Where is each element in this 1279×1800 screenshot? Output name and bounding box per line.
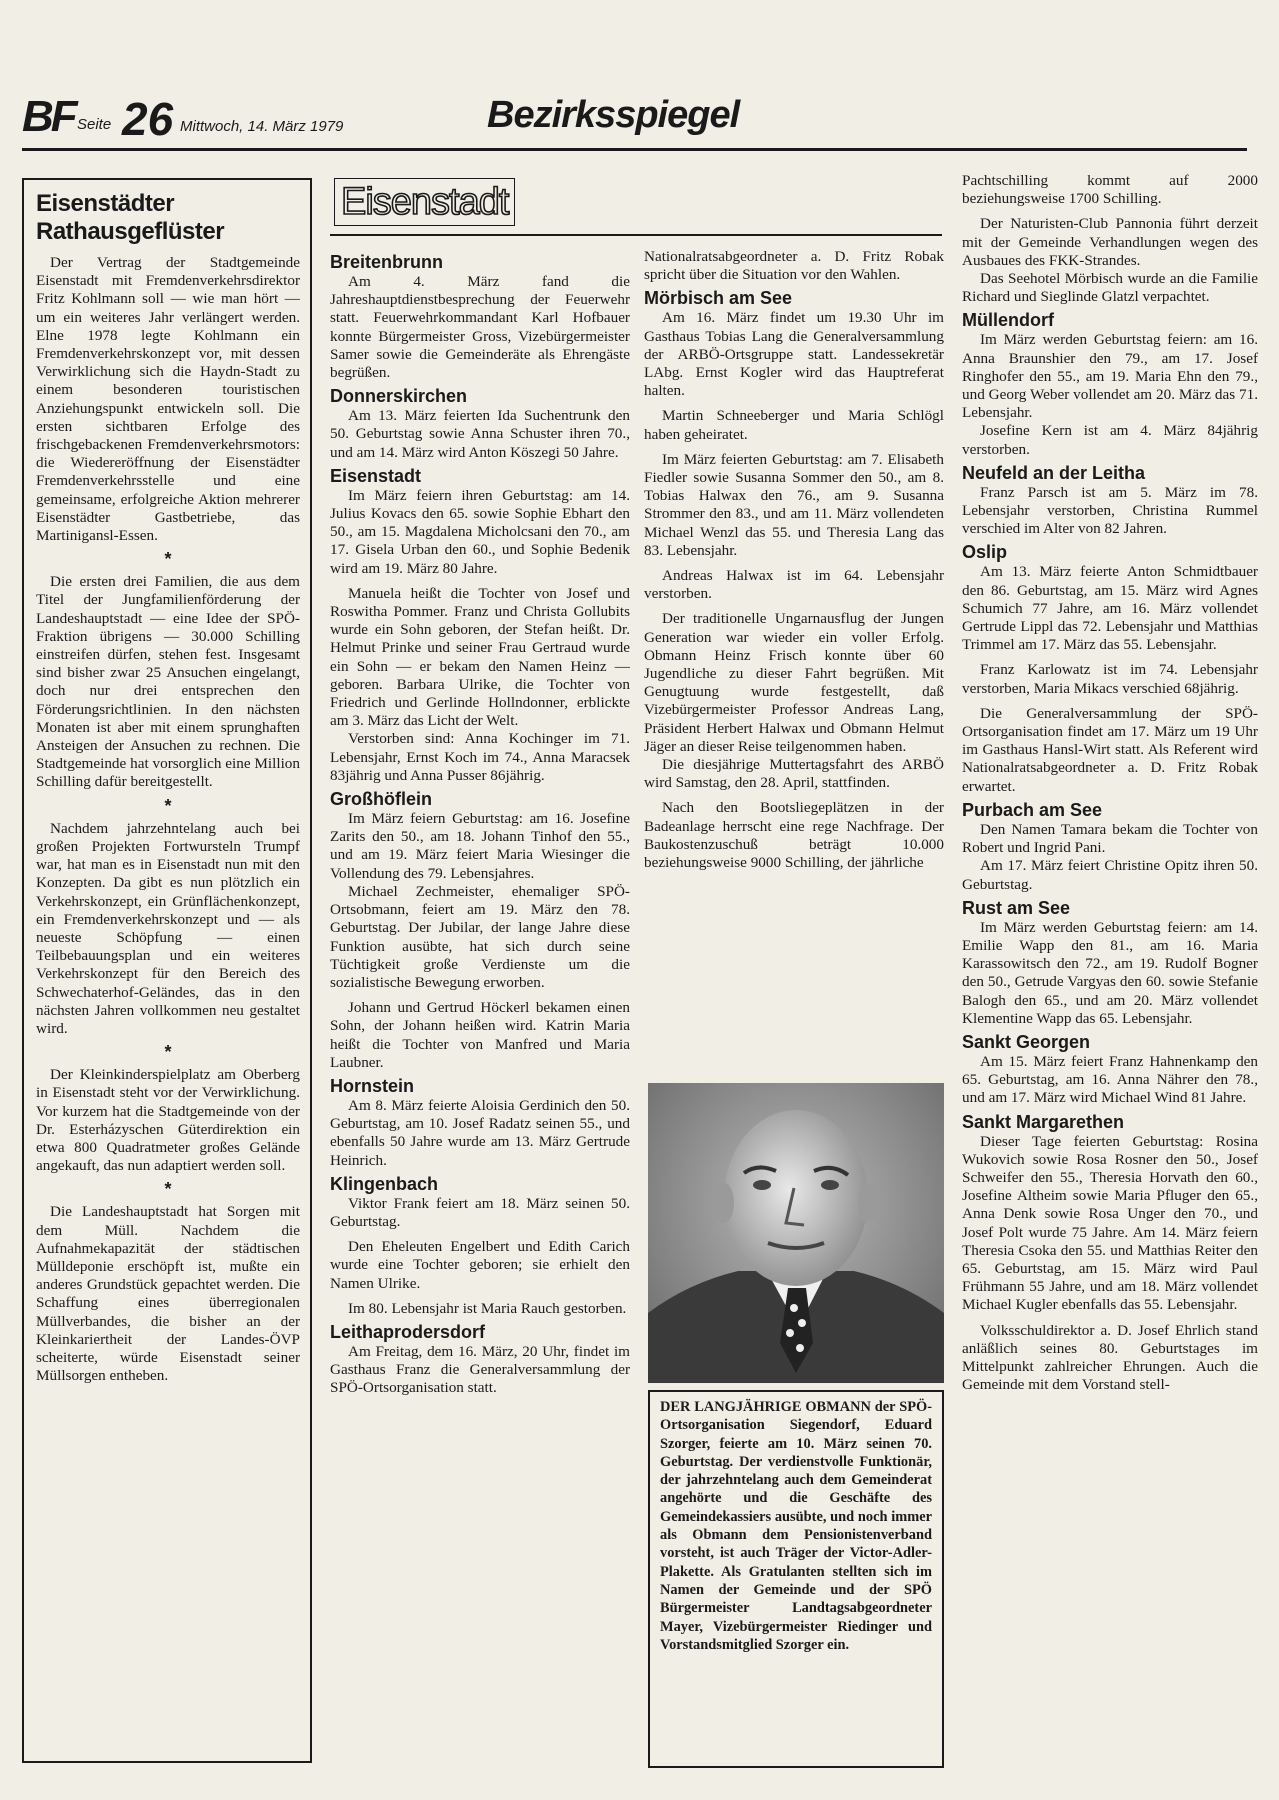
village-heading: Hornstein <box>330 1075 415 1096</box>
news-paragraph: Am Freitag, dem 16. März, 20 Uhr, findet im Gasthaus Franz die Generalversammlung der SPÖ-Ortsorganisation statt. <box>330 1342 630 1397</box>
column-paragraph: Nachdem jahrzehntelang auch bei großen Projekten Fortwursteln Trumpf war, hat man es in Eisenstadt nun mit den Konzepten. Da gibt es nun plötzlich ein Verkehrskonzept, ein Grünflächenkonzept, ein Fremdenverkehrskonzept und — als neueste Schöpfung — einen Teilbebauungsplan und ein weiteres Verkehrskonzept für den Bereich des Schwechaterhof-Geländes, das in den nächsten Jahren vollkommen neu gestaltet wird. <box>36 819 300 1037</box>
masthead-logo: BF <box>22 92 75 141</box>
masthead-rule <box>22 148 1247 151</box>
portrait-image <box>648 1083 944 1383</box>
column-paragraph: Die Landeshauptstadt hat Sorgen mit dem Müll. Nachdem die Aufnahmekapazität der städtischen Mülldeponie erschöpft ist, mußte ein anderes Grundstück gepachtet werden. Die Schaffung eines überregionalen Müllverbandes, die bisher an der Kleinkariertheit der Landes-ÖVP scheiterte, würde Eisenstadt seiner Müllsorgen entheben. <box>36 1203 300 1385</box>
news-paragraph: Den Eheleuten Engelbert und Edith Carich wurde eine Tochter geboren; sie erhielt den Namen Ulrike. <box>330 1238 630 1292</box>
news-paragraph: Franz Parsch ist am 5. März im 78. Lebensjahr verstorben, Christina Rummel verschied im Alter von 82 Jahren. <box>962 483 1258 538</box>
news-paragraph: Der Naturisten-Club Pannonia führt derzeit mit der Gemeinde Verhandlungen wegen des Ausbaues des FKK-Strandes. <box>962 215 1258 269</box>
portrait-photo <box>648 1083 944 1383</box>
news-paragraph: Am 13. März feierten Ida Suchentrunk den 50. Geburtstag sowie Anna Schuster ihren 70., und am 14. März wird Anton Köszegi 50 Jahre. <box>330 407 630 461</box>
news-paragraph: Franz Karlowatz ist im 74. Lebensjahr verstorben, Maria Mikacs verschied 68jährig. <box>962 661 1258 697</box>
news-paragraph: Am 8. März feierte Aloisia Gerdinich den 50. Geburtstag, am 10. Josef Radatz seinen 55., und ebenfalls 50 Jahre wurde am 13. März Gertrude Heinrich. <box>330 1096 630 1169</box>
news-paragraph: Pachtschilling kommt auf 2000 beziehungsweise 1700 Schilling. <box>962 172 1258 208</box>
rathaus-column <box>22 178 312 1763</box>
village-heading: Neufeld an der Leitha <box>962 462 1146 483</box>
news-paragraph: Die Generalversammlung der SPÖ-Ortsorganisation findet am 17. März um 19 Uhr im Gasthaus Hansl-Wirt statt. Als Referent wird Nationalratsabgeordneter a. D. Fritz Robak erwartet. <box>962 704 1258 795</box>
news-paragraph: Nationalratsabgeordneter a. D. Fritz Robak spricht über die Situation vor den Wahlen. <box>644 248 944 284</box>
news-paragraph: Im März werden Geburtstag feiern: am 16. Anna Braunshier den 79., am 17. Josef Ringhofer den 55., am 19. Maria Ehn den 79., und Georg Weber vollendet am 20. März das 71. Lebensjahr. <box>962 331 1258 422</box>
photo-caption <box>648 1390 944 1768</box>
news-paragraph: Am 16. März findet um 19.30 Uhr im Gasthaus Tobias Lang die Generalversammlung der ARBÖ-Ortsgruppe statt. Landessekretär LAbg. Ernst Kogler wird das Hauptreferat halten. <box>644 309 944 400</box>
news-paragraph: Im 80. Lebensjahr ist Maria Rauch gestorben. <box>348 1299 627 1317</box>
news-paragraph: Am 4. März fand die Jahreshauptdienstbesprechung der Feuerwehr statt. Feuerwehrkommandant Karl Hofbauer konnte Bürgermeister Gross, Vizebürgermeister Samer sowie die Gemeinderäte als Ehrengäste begrüßen. <box>330 273 630 382</box>
news-paragraph: Manuela heißt die Tochter von Josef und Roswitha Pommer. Franz und Christa Gollubits wurde ein Sohn geboren, der Stefan heißt. Dr. Helmut Prinke und seiner Frau Gertraud wurde ein Sohn — er bekam den Namen Heinz — geboren. Barbara Ulrike, die Tochter von Friedrich und Gerlinde Hollndonner, erblickte am 3. März das Licht der Welt. <box>330 584 630 730</box>
news-paragraph: Am 13. März feierte Anton Schmidtbauer den 86. Geburtstag, am 15. März wird Agnes Schumich 77 Jahre, am 16. März vollendet Gertrude Lippl das 72. Lebensjahr und Matthias Trimmel am 17. März das 55. Lebensjahr. <box>962 563 1258 654</box>
news-paragraph: Martin Schneeberger und Maria Schlögl haben geheiratet. <box>644 407 944 443</box>
news-paragraph: Das Seehotel Mörbisch wurde an die Familie Richard und Sieglinde Glatzl verpachtet. <box>962 270 1258 306</box>
village-heading: Klingenbach <box>330 1173 439 1194</box>
masthead <box>22 92 1247 152</box>
column-paragraph: Der Vertrag der Stadtgemeinde Eisenstadt mit Fremdenverkehrsdirektor Fritz Kohlmann soll — wie man hört — um ein weiteres Jahr verlängert werden. Elne 1978 legte Kohlmann ein Fremdenverkehrskonzept vor, mit dessen Verwirklichung sich die Haydn-Stadt zu einem besonderen touristischen Anziehungspunkt entwickeln soll. Die ersten sichtbaren Erfolge des frischgebackenen Fremdenverkehrsmotors: die Wiedereröffnung der Eisenstädter Fremdenverkehrsstelle und eine gemeinsame, erfolgreiche Aktion mehrerer Eisenstädter Gastbetriebe, das Martinigansl-Essen. <box>36 254 300 545</box>
news-paragraph: Am 17. März feiert Christine Opitz ihren 50. Geburtstag. <box>962 857 1258 893</box>
village-heading: Eisenstadt <box>330 465 422 486</box>
caption-text: DER LANGJÄHRIGE OBMANN der SPÖ-Ortsorganisation Siegendorf, Eduard Szorger, feierte am 10. März seinen 70. Geburtstag. Der verdienstvolle Funktionär, der jahrzehntelang auch dem Gemeinderat angehörte und die Geschäfte des Gemeindekassiers ausübte, und noch immer als Obmann dem Pensionistenverband vorsteht, ist auch Träger der Victor-Adler-Plakette. Als Gratulanten stellten sich im Namen der Gemeinde und der SPÖ Bürgermeister Landtagsabgeordneter Mayer, Vizebürgermeister Riedinger und Vorstandsmitglied Szorger ein. <box>660 1399 932 1653</box>
village-heading: Oslip <box>962 542 1008 563</box>
separator-star: * <box>164 1179 172 1200</box>
district-title: Eisenstadt <box>334 178 515 226</box>
news-paragraph: Volksschuldirektor a. D. Josef Ehrlich stand anläßlich seines 80. Geburtstages im Mittelpunkt zahlreicher Ehrungen. Auch die Gemeinde mit dem Vorstand stell- <box>962 1321 1258 1394</box>
news-paragraph: Den Namen Tamara bekam die Tochter von Robert und Ingrid Pani. <box>962 820 1258 857</box>
news-paragraph: Viktor Frank feiert am 18. März seinen 50. Geburtstag. <box>330 1194 630 1230</box>
district-rule <box>330 234 942 236</box>
village-heading: Großhöflein <box>330 789 432 810</box>
news-paragraph: Der traditionelle Ungarnausflug der Jungen Generation war wieder ein voller Erfolg. Obmann Heinz Frisch konnte über 60 Jugendliche zu dieser Fahrt begrüßen. Mit Genugtuung wurde festgestellt, daß Vizebürgermeister Professor Andreas Lang, Präsident Herbert Halwax und Obmann Helmut Jäger an dieser Reise teilgenommen haben. <box>644 610 944 755</box>
separator-star: * <box>164 1042 172 1063</box>
separator-star: * <box>164 795 172 816</box>
news-paragraph: Verstorben sind: Anna Kochinger im 71. Lebensjahr, Ernst Koch im 74., Anna Maracsek 83jährig und Anna Pusser 86jährig. <box>330 730 630 784</box>
news-column-3 <box>962 172 1258 1770</box>
news-paragraph: Andreas Halwax ist im 64. Lebensjahr verstorben. <box>644 567 944 603</box>
village-heading: Donnerskirchen <box>330 386 468 407</box>
column-paragraph: Der Kleinkinderspielplatz am Oberberg in Eisenstadt steht vor der Verwirklichung. Vor kurzem hat die Stadtgemeinde von der Dr. Esterházyschen Güterdirektion ein etwa 800 Quadratmeter großes Gelände angekauft, das nun adaptiert werden soll. <box>36 1066 300 1175</box>
column-headline: Eisenstädter Rathausgeflüster <box>36 190 225 245</box>
news-paragraph: Nach den Bootsliegeplätzen in der Badeanlage herrscht eine rege Nachfrage. Der Baukostenzuschuß beträgt 10.000 beziehungsweise 9000 Schilling, der jährliche <box>644 799 944 872</box>
village-heading: Sankt Georgen <box>962 1031 1091 1052</box>
village-heading: Purbach am See <box>962 799 1103 820</box>
village-heading: Breitenbrunn <box>330 252 444 272</box>
news-paragraph: Johann und Gertrud Höckerl bekamen einen Sohn, der Johann heißen wird. Katrin Maria heißt die Tochter von Manfred und Maria Laubner. <box>330 999 630 1071</box>
issue-date: Mittwoch, 14. März 1979 <box>180 118 344 135</box>
page-number: 26 <box>122 93 174 145</box>
news-paragraph: Dieser Tage feierten Geburtstag: Rosina Wukovich sowie Rosa Rosner den 50., Josef Schweifer den 55., Theresia Horvath den 60., Josefine Altheim sowie Maria Pfluger den 65., Anna Denk sowie Rosa Unger den 70., und Josef Polt wurde 75 Jahre. Am 14. März feiern Theresia Csoka den 55. und Matthias Reiter den 65. Geburtstag, am 15. März wird Paul Frühmann 55 Jahre, und am 18. März vollendet Michael Kugler ebenfalls das 55. Lebensjahr. <box>962 1132 1258 1314</box>
column-paragraph: Die ersten drei Familien, die aus dem Titel der Jungfamilienförderung der Landeshauptstadt — eine Idee der SPÖ-Fraktion übrigens — 30.000 Schilling einstreifen dürfen, stehen fest. Insgesamt sind bisher zwar 25 Ansuchen eingelangt, doch nur drei entsprechen den Förderungsrichtlinien. In den nächsten Monaten ist aber mit einem sprunghaften Ansteigen der Ansuchen zu rechnen. Die Stadtgemeinde hat vorsorglich eine Million Schilling dafür bereitgestellt. <box>36 573 300 791</box>
village-heading: Mörbisch am See <box>644 288 793 309</box>
news-paragraph: Am 15. März feiert Franz Hahnenkamp den 65. Geburtstag, am 16. Anna Nährer den 78., und am 17. März wird Michael Wind 81 Jahre. <box>962 1052 1258 1107</box>
section-title: Bezirksspiegel <box>487 94 740 136</box>
separator-star: * <box>164 549 172 570</box>
news-column-2 <box>644 248 944 1078</box>
news-paragraph: Im März feiern ihren Geburtstag: am 14. Julius Kovacs den 65. sowie Sophie Ebhart den 50., am 15. Magdalena Micholcsani den 70., am 17. Gisela Urban den 60., und Sophie Bedenik wird am 19. März 80 Jahre. <box>330 486 630 577</box>
village-heading: Sankt Margarethen <box>962 1111 1125 1132</box>
news-paragraph: Josefine Kern ist am 4. März 84jährig verstorben. <box>962 422 1258 458</box>
news-paragraph: Die diesjährige Muttertagsfahrt des ARBÖ wird Samstag, den 28. April, stattfinden. <box>644 756 944 792</box>
village-heading: Müllendorf <box>962 310 1054 331</box>
village-heading: Leithaprodersdorf <box>330 1321 486 1342</box>
news-paragraph: Im März werden Geburtstag feiern: am 14. Emilie Wapp den 81., am 16. Maria Karassowitsch den 72., am 19. Rudolf Bogner den 50., Getrude Vargyas den 60. sowie Stefanie Balogh den 65., und am 20. März vollendet Klementine Wapp das 65. Lebensjahr. <box>962 918 1258 1027</box>
news-paragraph: Michael Zechmeister, ehemaliger SPÖ-Ortsobmann, feiert am 19. März den 78. Geburtstag. Der Jubilar, der lange Jahre diese Funktion ausübte, hat sich durch seine Tüchtigkeit große Verdienste um die sozialistische Bewegung erworben. <box>330 882 630 991</box>
news-paragraph: Im März feiern Geburtstag: am 16. Josefine Zarits den 50., am 18. Johann Tinhof den 55., und am 19. März feiert Maria Wiesinger die Vollendung des 79. Lebensjahres. <box>330 810 630 882</box>
news-column-1 <box>330 248 630 1768</box>
page-label: Seite <box>77 116 112 133</box>
news-paragraph: Im März feierten Geburtstag: am 7. Elisabeth Fiedler sowie Susanna Sommer den 50., am 8. Tobias Halwax den 76., am 9. Susanna Strommer den 83., und am 11. März vollendeten Michael Wenzl das 55. und Theresia Lang das 83. Lebensjahr. <box>644 450 944 559</box>
village-heading: Rust am See <box>962 897 1071 918</box>
